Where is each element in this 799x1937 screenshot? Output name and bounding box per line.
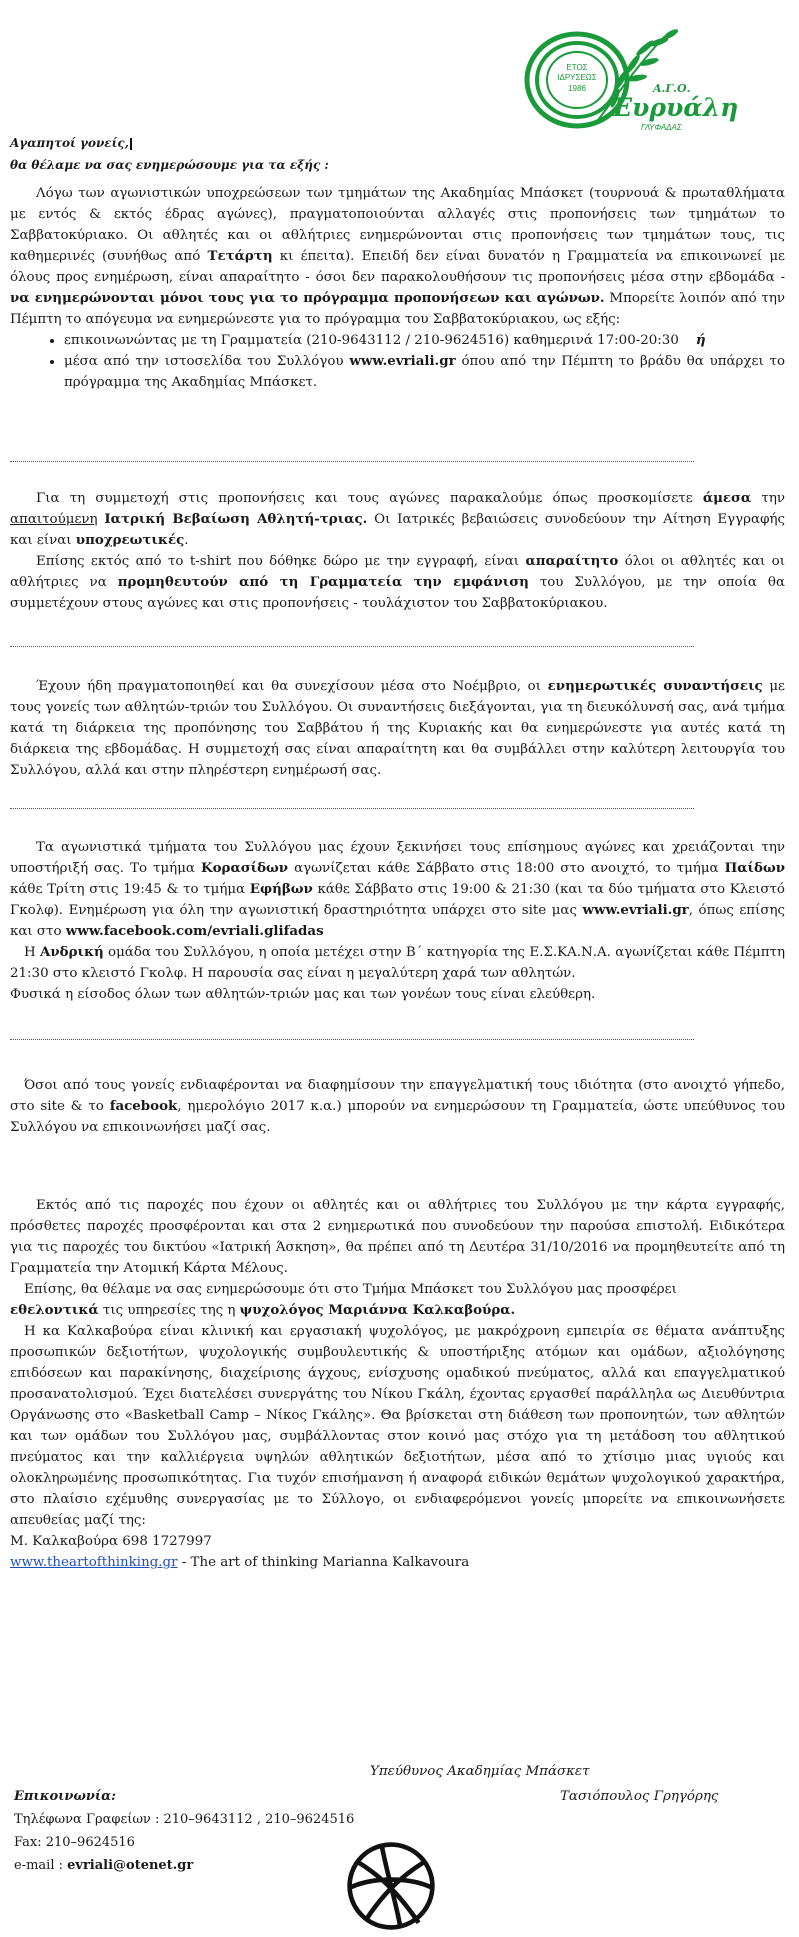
psychologist-website-link[interactable]: www.theartofthinking.gr [10,1555,178,1570]
facebook-link[interactable]: www.facebook.com/evriali.glifadas [65,923,324,939]
club-logo [525,28,739,146]
signature-title: Υπεύθυνος Ακαδημίας Μπάσκετ [370,1764,590,1779]
mens-team-paragraph: Η Ανδρική ομάδα του Συλλόγου, η οποία μετέχει στην Β΄ κατηγορία της Ε.Σ.ΚΑ.Ν.Α. αγωνίζεται κάθε Πέμπτη 21:30 στο κλειστό Γκολφ. Η παρουσία σας είναι η μεγαλύτερη χαρά των αθλητών. [10,944,785,981]
signature-name: Τασιόπουλος Γρηγόρης [560,1789,719,1804]
free-entry-line: Φυσικά η είσοδος όλων των αθλητών-τριών μας και των γονέων τους είναι ελεύθερη. [10,987,596,1002]
bullet-phone: • επικοινωνώντας με τη Γραμματεία (210-9643112 / 210-9624516) καθημερινά 17:00-20:30 ή [64,330,785,351]
basketball-icon [345,1840,437,1932]
psychologist-name-line: εθελοντικά τις υπηρεσίες της η ψυχολόγος Μαριάννα Καλκαβούρα. [10,1302,516,1318]
schedule-paragraph: Λόγω των αγωνιστικών υποχρεώσεων των τμημάτων της Ακαδημίας Μπάσκετ (τουρνουά & πρωταθλήματα με εντός & εκτός έδρας αγώνες), πραγματοποιούνται αλλαγές στις προπονήσεις των τμημάτων το Σαββατοκύριακο. Οι αθλητές και οι αθλήτριες ενημερώνονται στις προπονήσεις των τμημάτων τους, τις καθημερινές (συνήθως από Τετάρτη κι έπειτα). Επειδή δεν είναι δυνατόν η Γραμματεία να επικοινωνεί με όλους προς ενημέρωση, είναι απαραίτητο - όσοι δεν παρακολουθήσουν τις προπονήσεις μέσα στην εβδομάδα - να ενημερώνονται μόνοι τους για το πρόγραμμα προπονήσεων και αγώνων. Μπορείτε λοιπόν από την Πέμπτη το απόγευμα να ενημερώνεστε για το πρόγραμμα του Σαββατοκύριακου, ως εξής: [10,186,785,327]
contact-title: Επικοινωνία: [14,1789,116,1804]
psychologist-intro: Επίσης, θα θέλαμε να σας ενημερώσουμε ότι στο Τμήμα Μπάσκετ του Συλλόγου μας προσφέρει [24,1282,677,1297]
website-link[interactable]: www.evriali.gr [349,353,456,369]
section-medical [10,488,785,614]
games-paragraph: Τα αγωνιστικά τμήματα του Συλλόγου μας έχουν ξεκινήσει τους επίσημους αγώνες και χρειάζονται την υποστήριξή σας. Το τμήμα Κορασίδων αγωνίζεται κάθε Σάββατο στις 18:00 στο ανοιχτό, το τμήμα Παίδων κάθε Τρίτη στις 19:45 & το τμήμα Εφήβων κάθε Σάββατο στις 19:00 & 21:30 (και τα δύο τμήματα στο Κλειστό Γκολφ). Ενημέρωση για όλη την αγωνιστική δραστηριότητα υπάρχει στο site μας www.evriali.gr, όπως επίσης και στο www.facebook.com/evriali.glifadas [10,840,785,939]
psychologist-link-line: www.theartofthinking.gr - The art of thinking Marianna Kalkavoura [10,1555,470,1570]
section-meetings [10,676,785,781]
section-divider [10,461,694,462]
schedule-bullets [10,330,785,393]
logo-year-label-2: ΙΔΡΥΣΕΩΣ [557,73,597,82]
section-divider [10,646,694,647]
logo-year: 1986 [568,84,586,93]
contact-phones: Τηλέφωνα Γραφείων : 210–9643112 , 210–9624516 [14,1812,355,1827]
section-advertising [10,1075,785,1138]
contact-email[interactable]: evriali@otenet.gr [67,1858,194,1873]
section-schedule [10,183,785,393]
bullet-website: • μέσα από την ιστοσελίδα του Συλλόγου www.evriali.gr όπου από την Πέμπτη το βράδυ θα υπάρχει το πρόγραμμα της Ακαδημίας Μπάσκετ. [64,351,785,393]
meetings-paragraph: Έχουν ήδη πραγματοποιηθεί και θα συνεχίσουν μέσα στο Νοέμβριο, οι ενημερωτικές συναντήσεις με τους γονείς των αθλητών-τριών του Συλλόγου. Οι συναντήσεις διεξάγονται, για τη διευκόλυνσή σας, ανά τμήμα κατά τη διάρκεια της προπόνησης του Σαββάτου ή της Κυριακής και θα ενημερώνεστε για αυτές κατά τη διάρκεια της εβδομάδας. Η συμμετοχή σας είναι απαραίτητη και θα συμβάλλει στην καλύτερη λειτουργία του Συλλόγου, αλλά και στην πληρέστερη ενημέρωσή σας. [10,678,785,778]
greeting-line-2: θα θέλαμε να σας ενημερώσουμε για τα εξής : [10,158,329,172]
psychologist-phone: Μ. Καλκαβούρα 698 1727997 [10,1534,212,1549]
logo-year-label-1: ΕΤΟΣ [566,63,588,72]
psychologist-bio: Η κα Καλκαβούρα είναι κλινική και εργασιακή ψυχολόγος, με μακρόχρονη εμπειρία σε θέματα ανάπτυξης προσωπικών δεξιοτήτων, ψυχολογικής συμβουλευτικής & υποστήριξης ατόμων και ομάδων, αξιολόγησης επιδόσεων και παρακίνησης, διαχείρισης άγχους, ενίσχυσης ομαδικού πνεύματος, αλλά και επαγγελματικού προσανατολισμού. Έχει διατελέσει συνεργάτης του Νίκου Γκάλη, έχοντας εργασθεί παράλληλα ως Διευθύντρια Οργάνωσης στο «Basketball Camp – Νίκος Γκάλης». Θα βρίσκεται στη διάθεση των προπονητών, των αθλητών και των ομάδων του Συλλόγου μας, συμβάλλοντας στον κοινό μας στόχο για τη μετάδοση του αθλητικού πνεύματος και την καλλιέργεια υψηλών αθλητικών δεξιοτήτων, μέσα από το χτίσιμο μιας υγιούς και ολοκληρωμένης προσωπικότητας. Για τυχόν επισήμανση ή αναφορά ειδικών θεμάτων ψυχολογικού χαρακτήρα, στο πλαίσιο εχέμυθης συνεργασίας με το Σύλλογο, οι ενδιαφερόμενοι γονείς μπορείτε να επικοινωνήσετε απευθείας μαζί της: [10,1324,785,1528]
greeting-line-1: Αγαπητοί γονείς, [10,132,530,154]
section-divider [10,1039,694,1040]
logo-ago: Α.Γ.Ο. [653,82,691,95]
section-games [10,837,785,1005]
contact-fax: Fax: 210–9624516 [14,1835,135,1850]
logo-brand: Ευρυάλη [613,93,739,122]
section-divider [10,808,694,809]
advertising-paragraph: Όσοι από τους γονείς ενδιαφέρονται να διαφημίσουν την επαγγελματική τους ιδιότητα (στο ανοιχτό γήπεδο, στο site & το facebook, ημερολόγιο 2017 κ.α.) μπορούν να ενημερώσουν τη Γραμματεία, ώστε υπεύθυνος του Συλλόγου να επικοινωνήσει μαζί σας. [10,1078,785,1135]
benefits-paragraph: Εκτός από τις παροχές που έχουν οι αθλητές και οι αθλήτριες του Συλλόγου με την κάρτα εγγραφής, πρόσθετες παροχές προσφέρονται και στα 2 ενημερωτικά που συνοδεύουν την παρούσα επιστολή. Ειδικότερα για τις παροχές του δικτύου «Ιατρική Άσκηση», θα πρέπει από τη Δευτέρα 31/10/2016 να προμηθευτείτε από τη Γραμματεία την Ατομική Κάρτα Μέλους. [10,1198,785,1276]
uniform-paragraph: Επίσης εκτός από το t-shirt που δόθηκε δώρο με την εγγραφή, είναι απαραίτητο όλοι οι αθλητές και οι αθλήτριες να προμηθευτούν από τη Γραμματεία την εμφάνιση του Συλλόγου, με την οποία θα συμμετέχουν στους αγώνες και στις προπονήσεις - τουλάχιστον του Σαββατοκύριακου. [10,553,785,611]
contact-email-line: e-mail : evriali@otenet.gr [14,1858,194,1873]
website-link[interactable]: www.evriali.gr [582,902,689,918]
section-benefits [10,1195,785,1573]
greeting [10,132,530,176]
medical-paragraph: Για τη συμμετοχή στις προπονήσεις και τους αγώνες παρακαλούμε όπως προσκομίσετε άμεσα την απαιτούμενη Ιατρική Βεβαίωση Αθλητή-τριας. Οι Ιατρικές βεβαιώσεις συνοδεύουν την Αίτηση Εγγραφής και είναι υποχρεωτικές. [10,490,785,548]
logo-place: ΓΛΥΦΑΔΑΣ [641,123,682,132]
text-cursor [130,138,132,150]
contact-block [14,1785,354,1877]
